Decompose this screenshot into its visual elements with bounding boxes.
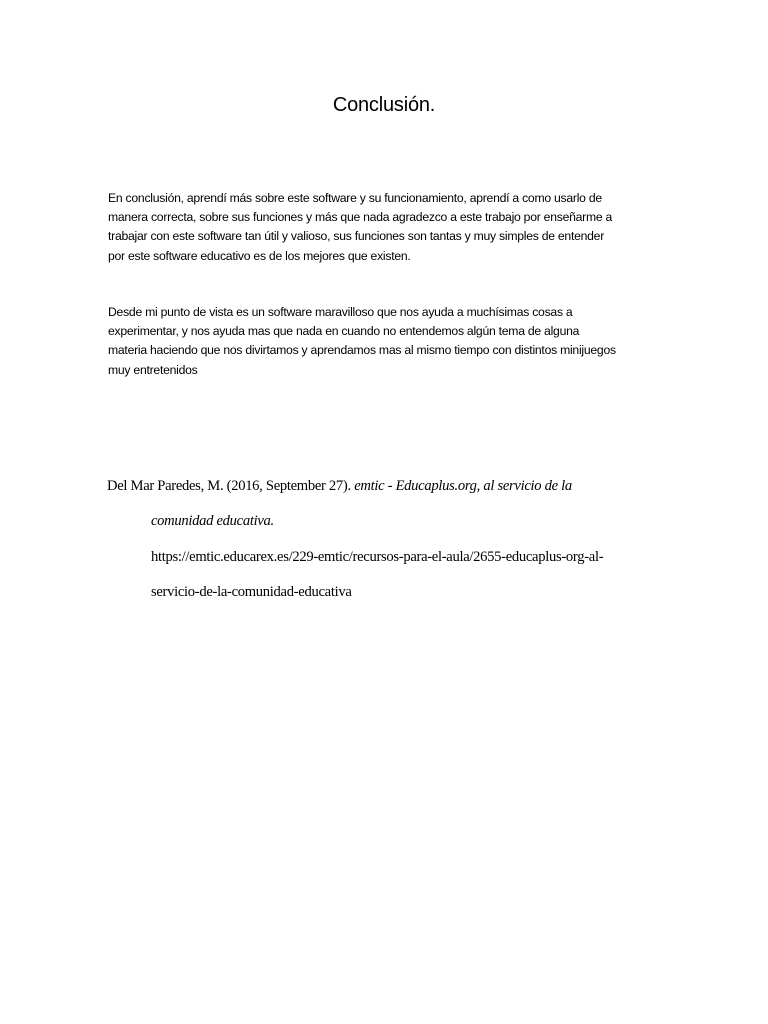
- reference-url-line-1: https://emtic.educarex.es/229-emtic/recursos-para-el-aula/2655-educaplus-org-al-: [151, 549, 604, 565]
- paragraph-line: por este software educativo es de los mejores que existen.: [108, 248, 411, 263]
- conclusion-paragraph-2: [108, 303, 668, 380]
- paragraph-line: experimentar, y nos ayuda mas que nada en cuando no entendemos algún tema de alguna: [108, 324, 580, 339]
- paragraph-line: En conclusión, aprendí más sobre este software y su funcionamiento, aprendí a como usarlo de: [108, 191, 602, 205]
- paragraph-line: muy entretenidos: [108, 362, 198, 377]
- reference-title-continued: comunidad educativa.: [151, 513, 274, 529]
- paragraph-line: manera correcta, sobre sus funciones y más que nada agradezco a este trabajo por enseñarme a: [108, 210, 613, 225]
- paragraph-line: trabajar con este software tan útil y valioso, sus funciones son tantas y muy simples de entender: [108, 229, 605, 244]
- reference-authors-date: Del Mar Paredes, M. (2016, September 27).: [107, 478, 355, 494]
- conclusion-paragraph-1: [108, 189, 668, 266]
- paragraph-line: Desde mi punto de vista es un software maravilloso que nos ayuda a muchísimas cosas a: [108, 305, 573, 319]
- page-title: Conclusión.: [332, 94, 436, 116]
- reference-citation-line-1: [107, 478, 707, 495]
- paragraph-line: materia haciendo que nos divirtamos y aprendamos mas al mismo tiempo con distintos minijuegos: [108, 343, 616, 358]
- reference-title: emtic - Educaplus.org, al servicio de la: [354, 478, 572, 494]
- reference-url-line-2: servicio-de-la-comunidad-educativa: [151, 584, 352, 600]
- reference-citation-line-2: [151, 513, 751, 530]
